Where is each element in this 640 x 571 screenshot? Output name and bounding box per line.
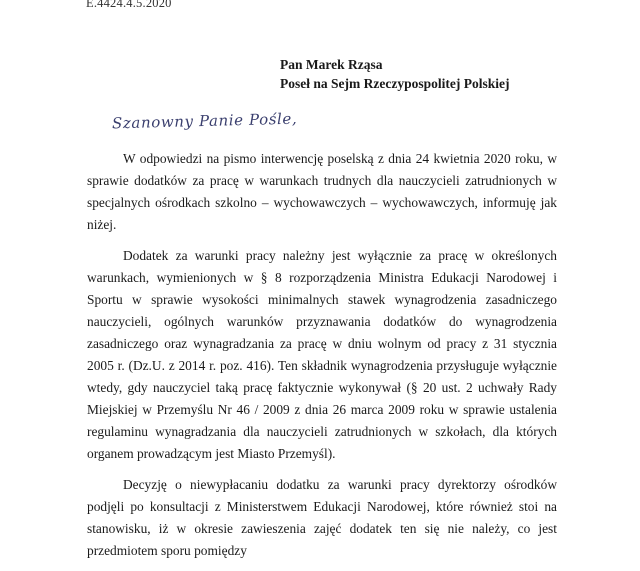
letter-body <box>87 148 557 571</box>
paragraph-1: W odpowiedzi na pismo interwencję poselską z dnia 24 kwietnia 2020 roku, w sprawie dodatków za pracę w warunkach trudnych dla nauczycieli zatrudnionych w specjalnych ośrodkach szkolno – wychowawczych – wychowawczych, informuję jak niżej. <box>87 151 557 232</box>
handwritten-greeting: Szanowny Panie Pośle, <box>111 109 298 133</box>
recipient-title: Poseł na Sejm Rzeczypospolitej Polskiej <box>280 76 510 91</box>
recipient-name: Pan Marek Rząsa <box>280 57 383 72</box>
paragraph-3: Decyzję o niewypłacaniu dodatku za warunki pracy dyrektorzy ośrodków podjęli po konsultacji z Ministerstwem Edukacji Narodowej, które również stoi na stanowisku, iż w okresie zawieszenia zajęć dodatek ten się nie należy, co jest przedmiotem sporu pomiędzy <box>87 477 557 558</box>
recipient-block <box>280 55 509 93</box>
paragraph-2: Dodatek za warunki pracy należny jest wyłącznie za pracę w określonych warunkach, wymienionych w § 8 rozporządzenia Ministra Edukacji Narodowej i Sportu w sprawie wysokości minimalnych stawek wynagrodzenia zasadniczego nauczycieli, ogólnych warunków przyznawania dodatków do wynagrodzenia zasadniczego oraz wynagradzania za pracę w dniu wolnym od pracy z 31 stycznia 2005 r. (Dz.U. z 2014 r. poz. 416). Ten składnik wynagrodzenia przysługuje wyłącznie wtedy, gdy nauczyciel taką pracę faktycznie wykonywał (§ 20 ust. 2 uchwały Rady Miejskiej w Przemyślu Nr 46 / 2009 z dnia 26 marca 2009 roku w sprawie ustalenia regulaminu wynagradzania dla nauczycieli zatrudnionych w szkołach, dla których organem prowadzącym jest Miasto Przemyśl). <box>87 248 557 461</box>
reference-number: E.4424.4.5.2020 <box>86 0 172 10</box>
